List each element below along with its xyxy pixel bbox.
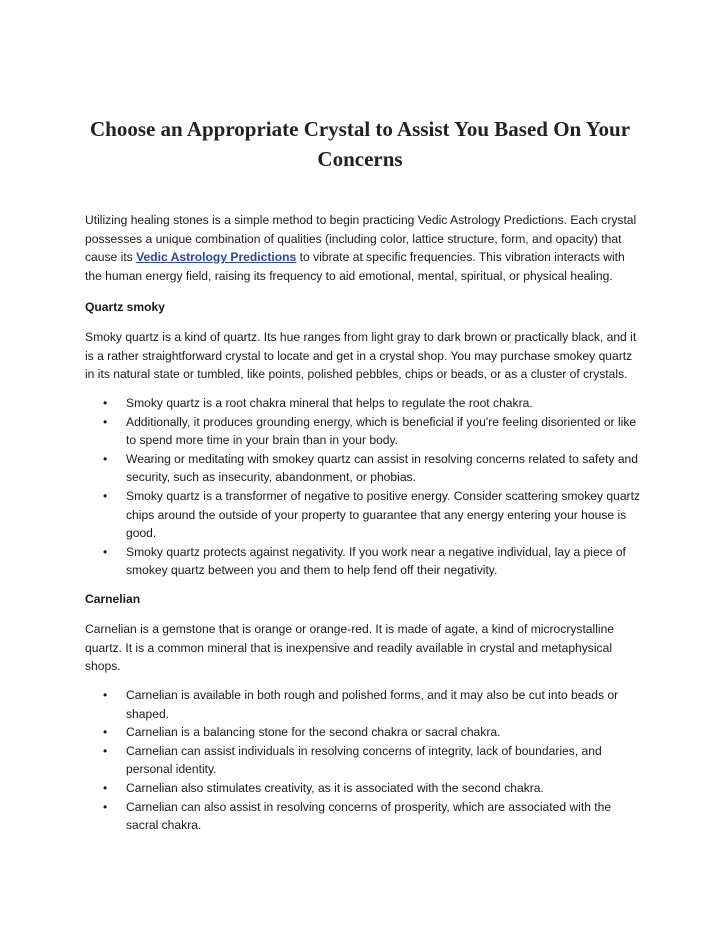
bullet-icon: • (103, 780, 108, 795)
bullet-icon: • (103, 743, 108, 758)
bullet-icon: • (103, 488, 108, 503)
bullet-icon: • (103, 451, 108, 466)
list-item: • Wearing or meditating with smokey quartz can assist in resolving concerns related to safety and security, such as insecurity, abandonment, or phobias. (103, 451, 638, 485)
bullet-icon: • (103, 799, 108, 814)
bullet-icon: • (103, 725, 108, 740)
list-item: • Carnelian is a balancing stone for the second chakra or sacral chakra. (100, 723, 645, 742)
bullet-icon: • (103, 688, 108, 702)
intro-text-before-link: Utilizing healing stones is a simple method to begin practicing Vedic Astrology Predictions. Each crystal possesses a unique combination of qualities (including color, lattice structure, form, and opacity) that cause its (85, 213, 637, 265)
bullet-icon: • (103, 414, 108, 429)
section-paragraph-quartz-smoky: Smoky quartz is a kind of quartz. Its hue ranges from light gray to dark brown or practically black, and it is a rather straightforward crystal to locate and get in a crystal shop. You may purchase smokey quartz in its natural state or tumbled, like points, polished pebbles, chips or beads, or as a cluster of crystals. (85, 330, 637, 382)
bullet-icon: • (103, 544, 108, 559)
section-paragraph-carnelian: Carnelian is a gemstone that is orange or orange-red. It is made of agate, a kind of microcrystalline quartz. It is a common mineral that is inexpensive and readily available in crystal and metaphysical shops. (85, 622, 615, 674)
list-item: • Smoky quartz protects against negativity. If you work near a negative individual, lay a piece of smokey quartz between you and them to help fend off their negativity. (103, 544, 626, 578)
vedic-astrology-predictions-link[interactable]: Vedic Astrology Predictions (136, 250, 297, 265)
list-item: • Carnelian is available in both rough and polished forms, and it may also be cut into beads or shaped. (103, 688, 619, 721)
bullet-icon: • (103, 396, 108, 410)
list-item: • Carnelian can also assist in resolving concerns of prosperity, which are associated with the sacral chakra. (103, 799, 612, 833)
list-item: • Carnelian can assist individuals in resolving concerns of integrity, lack of boundaries, and personal identity. (103, 743, 602, 777)
list-item: • Carnelian also stimulates creativity, as it is associated with the second chakra. (100, 779, 645, 798)
list-item: • Smoky quartz is a root chakra mineral that helps to regulate the root chakra. (100, 394, 645, 413)
page-title: Choose an Appropriate Crystal to Assist You Based On Your Concerns (89, 117, 631, 171)
list-item: • Additionally, it produces grounding energy, which is beneficial if you're feeling disoriented or like to spend more time in your brain than in your body. (103, 414, 637, 448)
bullet-list-quartz-smoky (100, 394, 645, 580)
intro-paragraph (85, 211, 643, 285)
bullet-list-carnelian (100, 686, 645, 835)
section-heading-quartz-smoky: Quartz smoky (85, 300, 165, 314)
section-heading-carnelian: Carnelian (85, 592, 141, 606)
intro-text-after-link: to vibrate at specific frequencies. This vibration interacts with the human energy field, raising its frequency to aid emotional, mental, spiritual, or physical healing. (85, 250, 625, 283)
list-item: • Smoky quartz is a transformer of negative to positive energy. Consider scattering smokey quartz chips around the outside of your property to guarantee that any energy entering your house is good. (103, 488, 640, 541)
